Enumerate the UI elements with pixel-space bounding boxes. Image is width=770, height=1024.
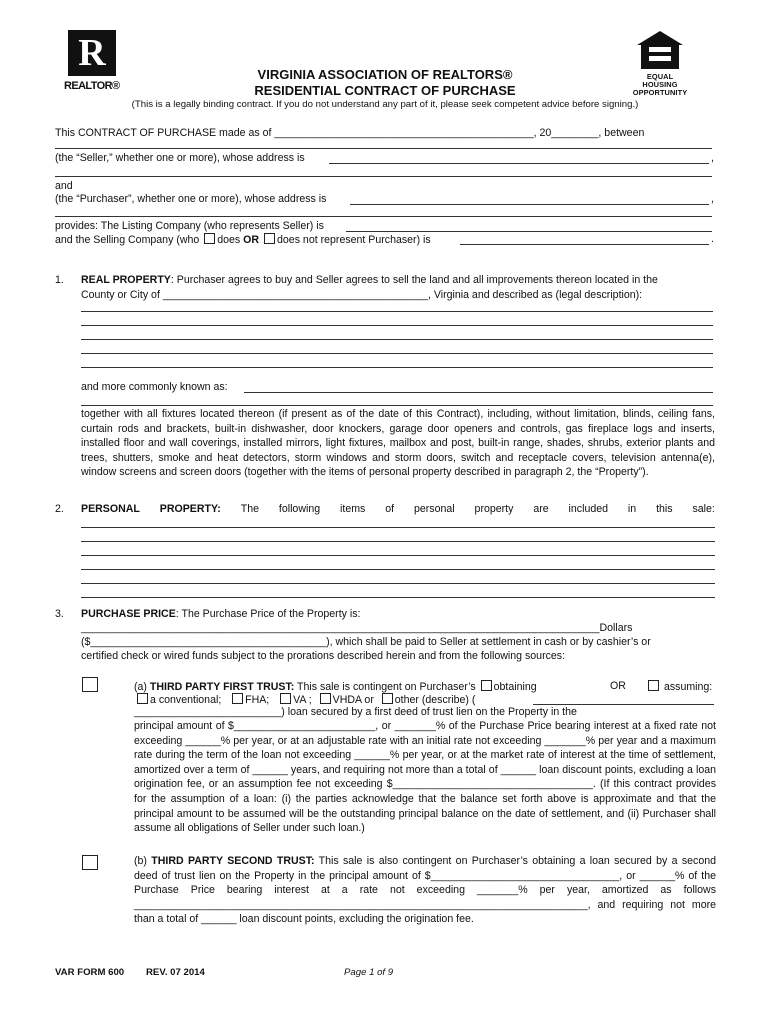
blank-line[interactable]: [55, 148, 712, 149]
section-3-number: 3.: [55, 608, 64, 620]
known-as-field-2[interactable]: [81, 405, 713, 406]
section-1-line1: REAL PROPERTY: Purchaser agrees to buy and Seller agrees to sell the land and all improvements thereon located in the: [81, 274, 658, 286]
blank-line[interactable]: [55, 216, 712, 217]
listing-company-label: provides: The Listing Company (who represents Seller) is: [55, 220, 324, 232]
selling-company-line: and the Selling Company (who does OR does not represent Purchaser) is: [55, 234, 431, 246]
section-3-heading-line: PURCHASE PRICE: The Purchase Price of the Property is:: [81, 608, 361, 620]
equal-housing-text: EQUAL HOUSING OPPORTUNITY: [632, 72, 688, 97]
legal-description-line[interactable]: [81, 367, 713, 368]
first-trust-line3[interactable]: _________________________) loan secured by a first deed of trust lien on the Property in the: [134, 706, 577, 718]
first-trust-line1: (a) THIRD PARTY FIRST TRUST: This sale is contingent on Purchaser’s obtaining OR assuming:: [134, 680, 713, 693]
county-city-line[interactable]: County or City of _____________________________________________, Virginia and described as (legal description):: [81, 289, 643, 301]
other-loan-checkbox[interactable]: [382, 693, 393, 704]
listing-company-field[interactable]: [346, 231, 712, 232]
personal-property-line[interactable]: [81, 527, 715, 528]
first-trust-loan-types: a conventional; FHA; VA ; VHDA or other (describe) (: [134, 693, 475, 707]
assuming-checkbox[interactable]: [648, 680, 659, 691]
fixtures-paragraph: together with all fixtures located thereon (if present as of the date of this Contract), including, without limitation, blinds, ceiling fans, curtain rods and brackets, built-in dishwasher, door knockers, garage door openers and controls, gas fireplace logs and inserts, installed floor and wall coverings, installed mirrors, light fixtures, mailbox and post, built-in range, shades, shrubs, exterior plants and trees, shutters, smoke and heat detectors, storm windows and storm doors, switch and receptacle covers, television antenna(e), window screens and screen doors (together with the items of personal property described in paragraph 2, the “Property”).: [81, 408, 715, 479]
personal-property-line[interactable]: [81, 569, 715, 570]
purchase-price-words-line[interactable]: ________________________________________________________________________________________Dollars: [81, 622, 633, 634]
revision-date: REV. 07 2014: [146, 967, 205, 978]
selling-company-field[interactable]: [460, 244, 709, 245]
second-trust-paragraph: (b) THIRD PARTY SECOND TRUST: This sale is also contingent on Purchaser’s obtaining a loan secured by a second deed of trust lien on the Property in the principal amount of $________________________________, or ______% of the Purchase Price bearing interest at a rate not exceeding _______% per year, amortized as follows _____________________________________________________________________________, and requiring not more than a total of ______ loan discount points, excluding the origination fee.: [134, 855, 717, 926]
purchaser-address-field[interactable]: [350, 204, 709, 205]
other-loan-describe-field[interactable]: [533, 704, 714, 705]
second-trust-checkbox[interactable]: [82, 855, 98, 870]
equal-housing-house-icon: [635, 30, 685, 70]
conventional-checkbox[interactable]: [137, 693, 148, 704]
does-not-represent-checkbox[interactable]: [264, 233, 275, 244]
section-2-number: 2.: [55, 503, 64, 515]
first-trust-body: principal amount of $________________________, or _______% of the Purchase Price bearing interest at a fixed rate not exceeding ______% per year, or at an adjustable rate with an initial rate not exceeding _______% per year and a maximum rate during the term of the loan not exceeding ______% per year, or at the market rate of interest at the time of settlement, amortized over a term of ______ years, and requiring not more than a total of ______ loan discount points, excluding a loan origination fee, or an assumption fee not exceeding $__________________________________. (If this contract provides for the assumption of a loan: (i) the parties acknowledge that the balance set forth above is approximate and that the principal amount to be assumed will be the outstanding principal balance on the date of settlement, and (ii) Purchaser shall assume all obligations of Seller under such loan.): [134, 720, 716, 835]
section-2-heading-line: PERSONAL PROPERTY: The following items of personal property are included in this sale:: [81, 503, 715, 515]
personal-property-line[interactable]: [81, 583, 715, 584]
purchaser-address-label: (the “Purchaser”, whether one or more), whose address is: [55, 193, 327, 205]
seller-address-field[interactable]: [329, 163, 709, 164]
purchase-price-amount-line[interactable]: ($________________________________________), which shall be paid to Seller at settlement in cash or by cashier’s or: [81, 636, 651, 648]
seller-address-label: (the “Seller,” whether one or more), whose address is: [55, 152, 305, 164]
first-trust-checkbox[interactable]: [82, 677, 98, 692]
realtor-logo-letter: R: [78, 32, 106, 74]
personal-property-line[interactable]: [81, 597, 715, 598]
legal-description-line[interactable]: [81, 353, 713, 354]
va-checkbox[interactable]: [280, 693, 291, 704]
and-label: and: [55, 180, 73, 192]
known-as-field[interactable]: [244, 392, 713, 393]
vhda-checkbox[interactable]: [320, 693, 331, 704]
certified-funds-line: certified check or wired funds subject to the prorations described herein and from the following sources:: [81, 650, 566, 662]
known-as-label: and more commonly known as:: [81, 381, 228, 393]
section-1-number: 1.: [55, 274, 64, 286]
legal-description-line[interactable]: [81, 311, 713, 312]
org-title: VIRGINIA ASSOCIATION OF REALTORS®: [257, 67, 513, 82]
legal-notice: (This is a legally binding contract. If you do not understand any part of it, please seek competent advice before signing.): [131, 99, 639, 110]
page-number: Page 1 of 9: [344, 967, 394, 978]
obtaining-checkbox[interactable]: [481, 680, 492, 691]
fha-checkbox[interactable]: [232, 693, 243, 704]
personal-property-line[interactable]: [81, 541, 715, 542]
does-represent-checkbox[interactable]: [204, 233, 215, 244]
legal-description-line[interactable]: [81, 339, 713, 340]
form-number: VAR FORM 600: [55, 967, 125, 978]
legal-description-line[interactable]: [81, 325, 713, 326]
realtor-wordmark: REALTOR®: [64, 80, 120, 92]
document-title: RESIDENTIAL CONTRACT OF PURCHASE: [254, 83, 516, 98]
personal-property-line[interactable]: [81, 555, 715, 556]
contract-date-line[interactable]: This CONTRACT OF PURCHASE made as of ____________________________________________, 20________, between: [55, 127, 645, 139]
blank-line[interactable]: [55, 176, 712, 177]
